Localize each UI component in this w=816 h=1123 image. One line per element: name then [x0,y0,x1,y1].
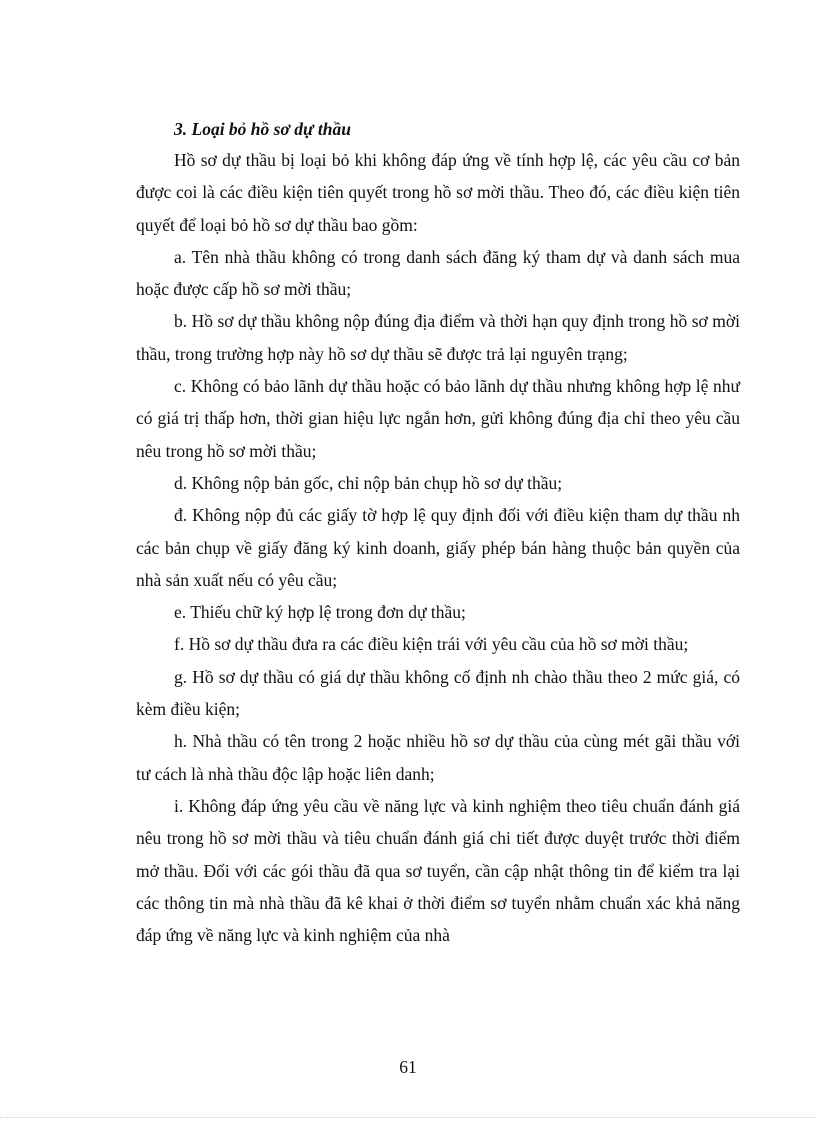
condition-c: c. Không có bảo lãnh dự thầu hoặc có bảo lãnh dự thầu nhưng không hợp lệ như có giá trị thấp hơn, thời gian hiệu lực ngắn hơn, gửi không đúng địa chỉ theo yêu cầu nêu trong hồ sơ mời thầu; [136,376,740,461]
condition-h: h. Nhà thầu có tên trong 2 hoặc nhiều hồ sơ dự thầu của cùng mét gãi thầu với tư cách là nhà thầu độc lập hoặc liên danh; [136,731,740,784]
intro-paragraph: Hồ sơ dự thầu bị loại bỏ khi không đáp ứng về tính hợp lệ, các yêu cầu cơ bản được coi là các điều kiện tiên quyết trong hồ sơ mời thầu. Theo đó, các điều kiện tiên quyết để loại bỏ hồ sơ dự thầu bao gồm: [136,150,740,235]
page-bottom-divider [0,1117,816,1118]
page-number: 61 [399,1057,417,1077]
condition-b: b. Hồ sơ dự thầu không nộp đúng địa điểm và thời hạn quy định trong hồ sơ mời thầu, trong trường hợp này hồ sơ dự thầu sẽ được trả lại nguyên trạng; [136,311,740,364]
page-content [136,114,740,951]
condition-g: g. Hồ sơ dự thầu có giá dự thầu không cố định nh chào thầu theo 2 mức giá, có kèm điều kiện; [136,666,740,720]
condition-d: d. Không nộp bản gốc, chỉ nộp bản chụp hồ sơ dự thầu; [174,472,563,493]
condition-i: i. Không đáp ứng yêu cầu về năng lực và kinh nghiệm theo tiêu chuẩn đánh giá nêu trong hồ sơ mời thầu và tiêu chuẩn đánh giá chi tiết được duyệt trước thời điểm mở thầu. Đối với các gói thầu đã qua sơ tuyển, cần cập nhật thông tin để kiểm tra lại các thông tin mà nhà thầu đã kê khai ở thời điểm sơ tuyển nhằm chuẩn xác khả năng đáp ứng về năng lực và kinh nghiệm của nhà [136,795,740,946]
condition-f: f. Hồ sơ dự thầu đưa ra các điều kiện trái với yêu cầu của hồ sơ mời thầu; [174,634,689,655]
section-heading: 3. Loại bỏ hồ sơ dự thầu [174,119,351,139]
condition-a: a. Tên nhà thầu không có trong danh sách đăng ký tham dự và danh sách mua hoặc được cấp hồ sơ mời thầu; [136,246,740,300]
condition-e: e. Thiếu chữ ký hợp lệ trong đơn dự thầu; [174,602,466,623]
condition-dd: đ. Không nộp đủ các giấy tờ hợp lệ quy định đối với điều kiện tham dự thầu nh các bản chụp về giấy đăng ký kinh doanh, giấy phép bán hàng thuộc bản quyền của nhà sản xuất nếu có yêu cầu; [136,505,740,590]
